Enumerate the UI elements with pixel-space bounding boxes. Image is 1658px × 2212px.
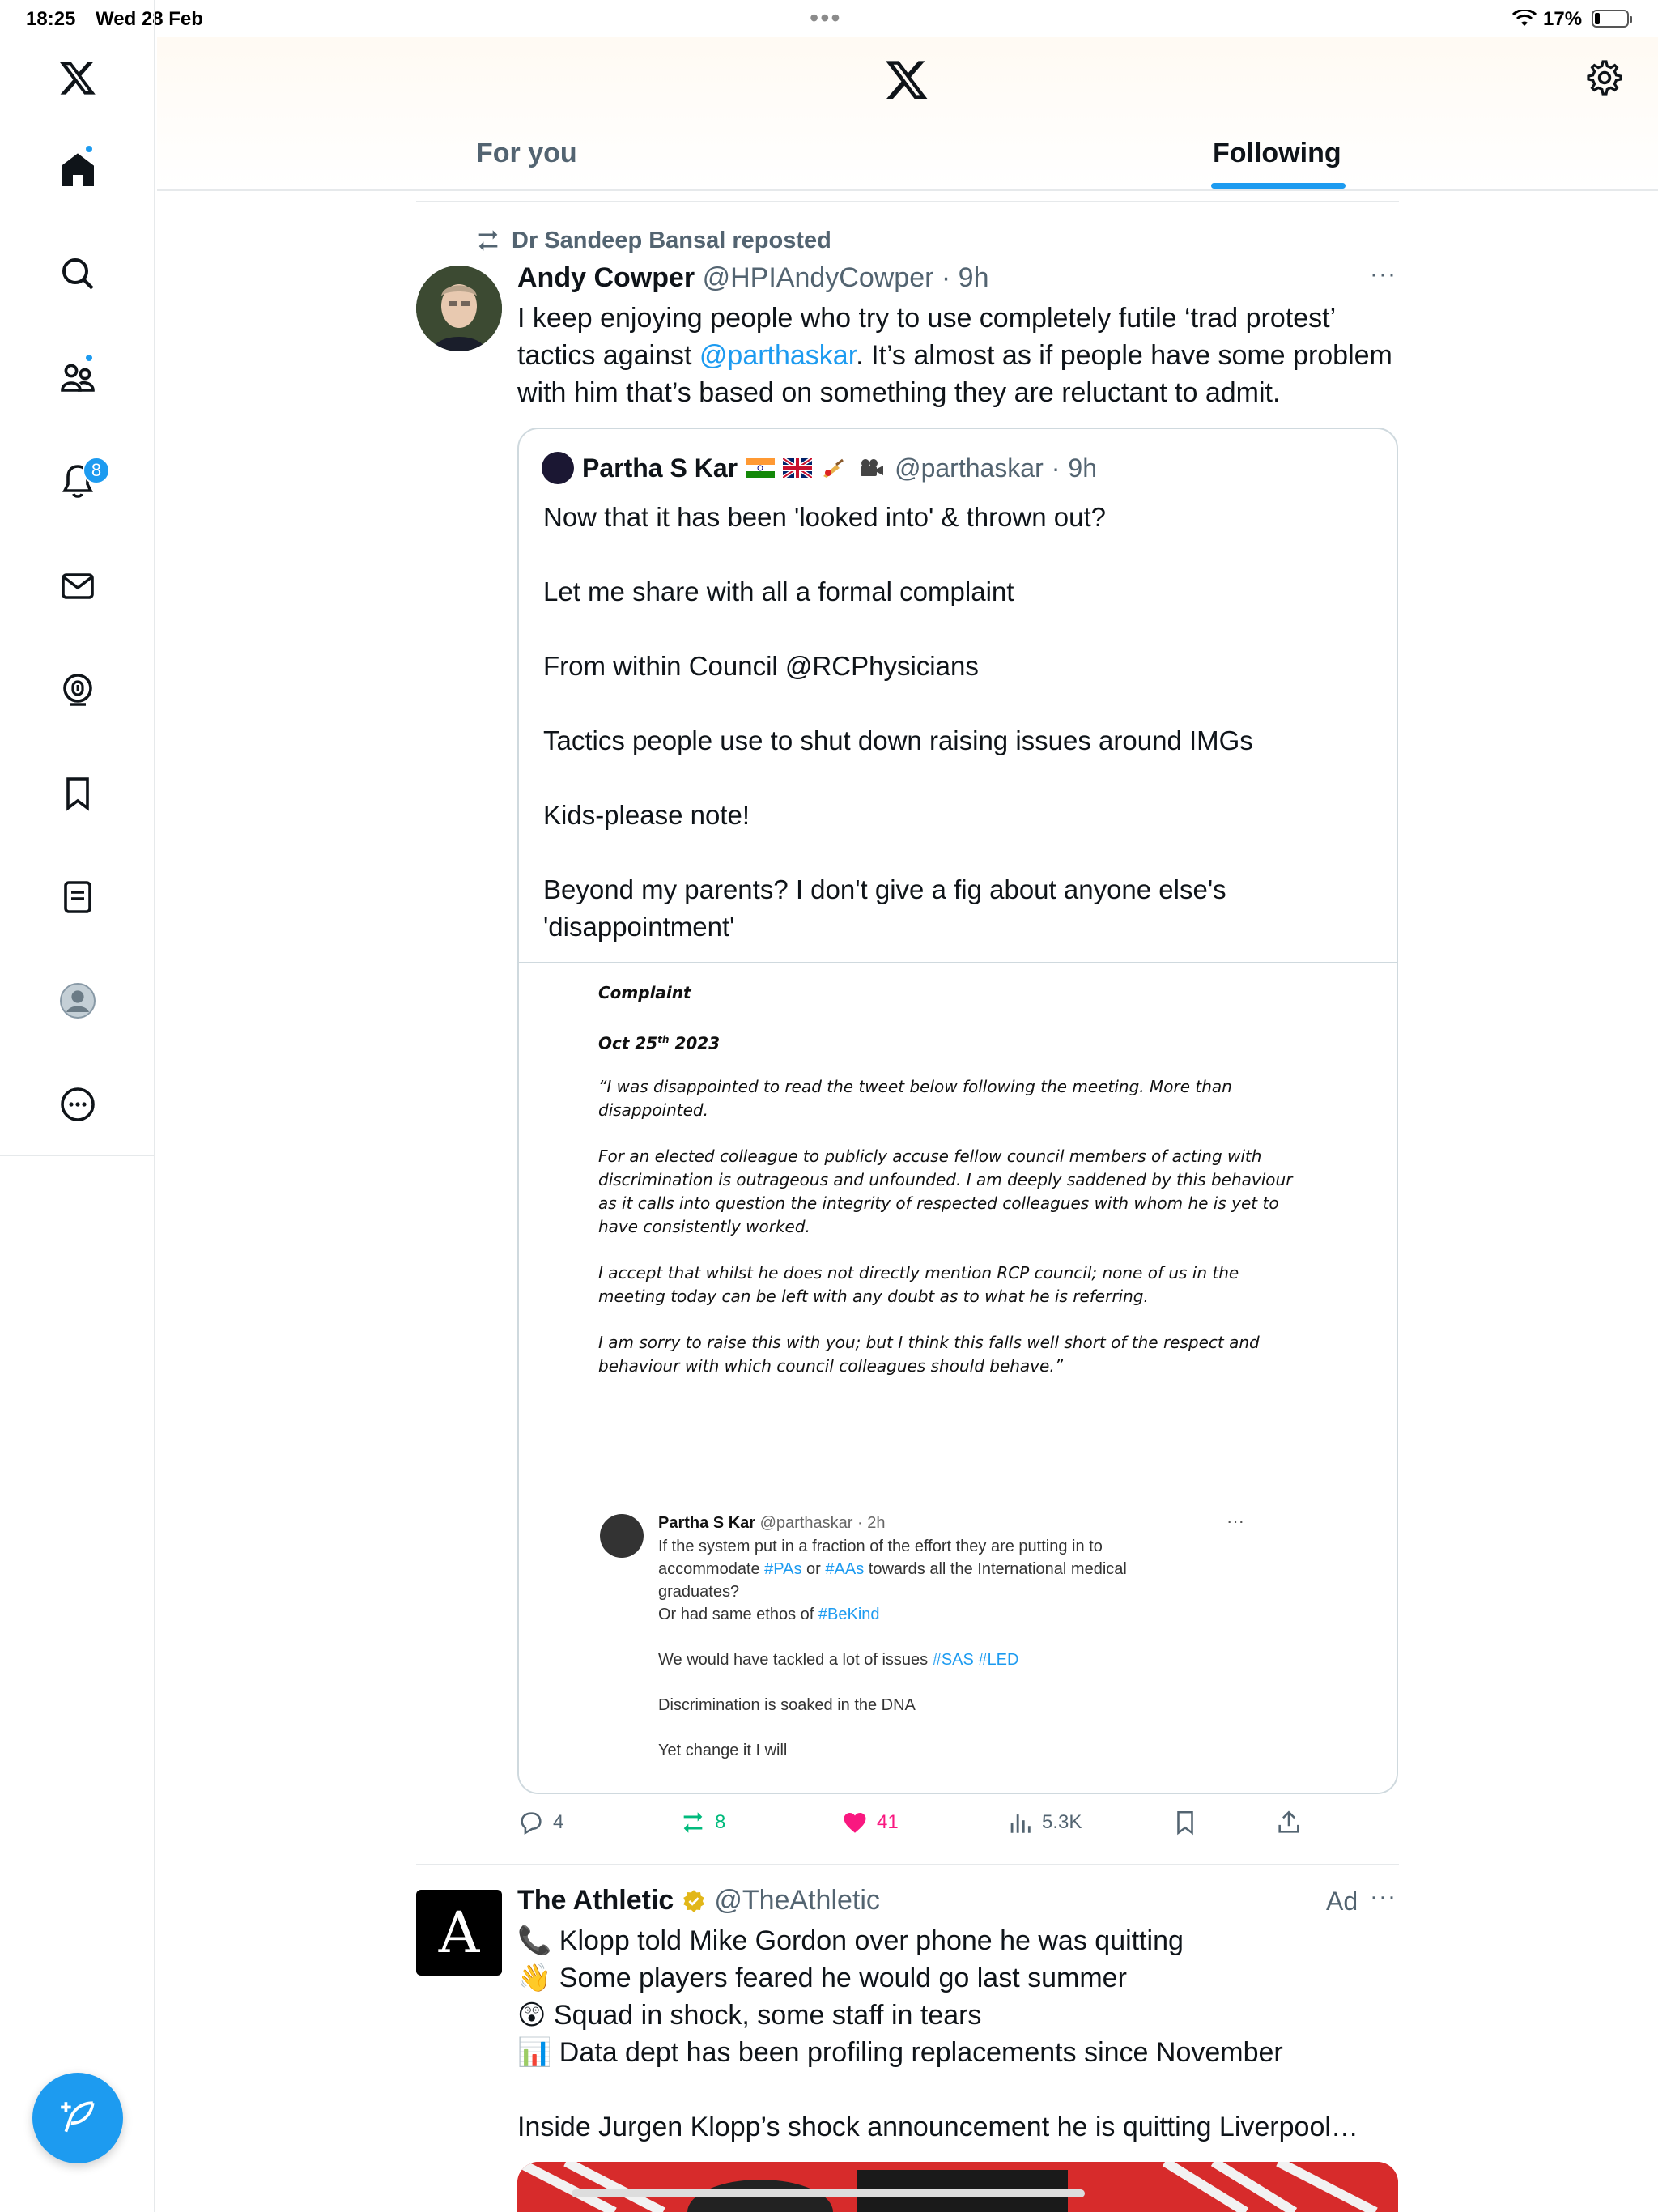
view-count: 5.3K	[1042, 1811, 1082, 1833]
embedded-hashtag: #BeKind	[818, 1606, 880, 1623]
embedded-line: If the system put in a fraction of the effort they are putting in to accommodate	[658, 1538, 1107, 1578]
share-button[interactable]	[1275, 1809, 1303, 1836]
ad-author-avatar[interactable]: A	[416, 1890, 502, 1976]
doc-date-day: Oct 25	[598, 1033, 658, 1053]
embedded-hashtag: #AAs	[825, 1560, 865, 1578]
movie-camera-icon	[857, 458, 886, 478]
spaces-mic-icon[interactable]	[53, 666, 102, 714]
ad-author-name[interactable]: The Athletic	[517, 1885, 674, 1916]
ad-media-image[interactable]	[517, 2162, 1398, 2212]
repost-count: 8	[715, 1811, 726, 1833]
tweet-text-part: . It’s almost as if people have some problem with him that’s based on something they are reluctant to admit.	[517, 340, 1392, 408]
quoted-tweet[interactable]	[517, 428, 1398, 1794]
home-icon[interactable]	[53, 146, 102, 194]
reply-count: 4	[553, 1811, 564, 1833]
embedded-text	[658, 1535, 1176, 1762]
bookmark-button[interactable]	[1171, 1809, 1199, 1836]
separator-dot: ·	[933, 262, 959, 293]
settings-gear-icon[interactable]	[1585, 58, 1624, 97]
embedded-time: 2h	[867, 1514, 886, 1532]
quote-text: Now that it has been 'looked into' & thrown out? Let me share with all a formal complaint From within Council @RCPhysicians Tactics people use to shut down raising issues around IMGs Kids-please note! Beyond my parents? I don't give a fig about anyone else's 'disappointment'	[543, 502, 1253, 942]
multitasking-dots-icon[interactable]: •••	[810, 3, 842, 32]
embedded-line: towards all the International medical graduates?	[658, 1560, 1132, 1601]
home-unread-dot	[84, 144, 94, 154]
sidebar-divider	[0, 1155, 155, 1156]
doc-date	[598, 1028, 720, 1056]
author-avatar[interactable]	[416, 266, 502, 351]
home-indicator[interactable]	[572, 2189, 1085, 2197]
embedded-header	[658, 1514, 885, 1533]
lists-icon[interactable]	[53, 873, 102, 921]
embedded-line: Yet change it I will	[658, 1742, 788, 1759]
embedded-more-icon: ···	[1226, 1511, 1244, 1531]
status-date: Wed 28 Feb	[96, 8, 203, 30]
embedded-line: or	[801, 1560, 826, 1578]
embedded-line: Discrimination is soaked in the DNA	[658, 1696, 916, 1714]
compose-feather-icon	[57, 2098, 98, 2138]
reply-icon	[517, 1809, 545, 1836]
quote-time[interactable]: 9h	[1068, 453, 1097, 483]
ad-author-handle[interactable]: @TheAthletic	[714, 1885, 880, 1916]
repost-icon	[474, 227, 502, 254]
battery-level	[1595, 13, 1600, 24]
feed-divider	[416, 201, 1399, 202]
heart-icon	[841, 1809, 869, 1836]
tweet-more-icon[interactable]: ···	[1370, 261, 1397, 287]
x-logo-icon[interactable]	[884, 57, 929, 102]
ad-tweet-text: 📞 Klopp told Mike Gordon over phone he was quitting 👋 Some players feared he would go last summer 😲 Squad in shock, some staff in tears 📊 Data dept has been profiling replacements since November Inside Jurgen Klopp’s shock announcement he is quitting Liverpool…	[517, 1925, 1358, 2142]
verified-badge-icon	[682, 1889, 706, 1913]
share-icon	[1275, 1809, 1303, 1836]
tweet-text	[517, 300, 1408, 411]
status-time: 18:25	[26, 8, 76, 30]
quote-header	[542, 452, 1097, 484]
uk-flag-icon	[783, 458, 812, 478]
ad-label: Ad	[1326, 1887, 1358, 1916]
views-chart-icon	[1006, 1809, 1034, 1836]
tweet-action-bar	[517, 1809, 1408, 1841]
embedded-name: Partha S Kar	[658, 1514, 756, 1532]
ad-tweet-header	[517, 1885, 880, 1916]
tweet-text-part: I keep enjoying people who try to use completely futile ‘trad protest’ tactics against	[517, 303, 1335, 371]
doc-date-sup: th	[657, 1034, 670, 1045]
embedded-line: We would have tackled a lot of issues	[658, 1651, 933, 1669]
repost-icon	[679, 1809, 707, 1836]
search-icon[interactable]	[53, 249, 102, 298]
communities-unread-dot	[84, 353, 94, 363]
status-bar	[0, 0, 1658, 37]
reply-button[interactable]	[517, 1809, 563, 1836]
embedded-avatar	[600, 1514, 644, 1558]
doc-paragraph: I am sorry to raise this with you; but I think this falls well short of the respect and behaviour with which council colleagues should behave.”	[598, 1333, 1260, 1376]
messages-envelope-icon[interactable]	[53, 562, 102, 610]
tab-following[interactable]: Following	[1213, 138, 1341, 168]
ad-more-icon[interactable]: ···	[1370, 1883, 1397, 1910]
india-flag-icon	[746, 458, 775, 478]
author-name[interactable]: Andy Cowper	[517, 262, 695, 293]
timeline-header	[157, 37, 1658, 191]
doc-title: Complaint	[598, 983, 691, 1002]
more-options-icon[interactable]	[53, 1080, 102, 1129]
profile-avatar-icon[interactable]	[53, 976, 102, 1025]
active-tab-indicator	[1211, 183, 1346, 189]
views-button[interactable]	[1006, 1809, 1082, 1836]
separator-dot: ·	[852, 1514, 868, 1532]
compose-post-button[interactable]	[32, 2073, 123, 2163]
embedded-hashtag: #PAs	[764, 1560, 802, 1578]
wifi-icon	[1512, 10, 1537, 28]
battery-percent: 17%	[1543, 8, 1583, 30]
doc-paragraph: I accept that whilst he does not directly mention RCP council; none of us in the meeting today can be left with any doubt as to what he is referring.	[598, 1263, 1239, 1306]
repost-indicator[interactable]	[474, 227, 831, 254]
doc-paragraph: For an elected colleague to publicly accuse fellow council members of acting with discrimination is outrageous and unfounded. I am deeply saddened by this behaviour as it calls into question the integrity of respected colleagues with whom he is yet to have consistently worked.	[598, 1146, 1293, 1236]
x-logo-icon[interactable]	[53, 53, 102, 102]
bookmark-icon	[1171, 1809, 1199, 1836]
tweet-header	[517, 262, 988, 294]
bookmarks-icon[interactable]	[53, 769, 102, 818]
embedded-hashtag: #SAS	[932, 1651, 974, 1669]
like-count: 41	[877, 1811, 899, 1833]
communities-icon[interactable]	[53, 353, 102, 402]
author-handle[interactable]: @HPIAndyCowper	[702, 262, 934, 293]
doc-paragraph: “I was disappointed to read the tweet below following the meeting. More than disappointed.	[598, 1077, 1232, 1120]
like-button[interactable]	[841, 1809, 899, 1836]
embedded-hashtag: #LED	[978, 1651, 1019, 1669]
quote-author-handle[interactable]: @parthaskar	[895, 453, 1044, 483]
repost-button[interactable]	[679, 1809, 725, 1836]
quote-attached-image[interactable]	[519, 962, 1398, 1794]
repost-text: Dr Sandeep Bansal reposted	[512, 227, 831, 253]
embedded-handle: @parthaskar	[759, 1514, 853, 1532]
doc-date-year: 2023	[669, 1033, 721, 1053]
quote-author-name[interactable]: Partha S Kar	[582, 453, 738, 483]
mention-link[interactable]: @parthaskar	[699, 340, 857, 371]
tab-for-you[interactable]: For you	[476, 138, 577, 168]
sidebar	[0, 0, 155, 2212]
separator-dot: ·	[1051, 453, 1061, 483]
feed-divider	[416, 1864, 1399, 1865]
embedded-line: Or had same ethos of	[658, 1606, 818, 1623]
cricket-bat-icon	[820, 458, 849, 478]
tweet-time[interactable]: 9h	[958, 262, 989, 293]
notifications-badge: 8	[83, 457, 110, 484]
battery-icon	[1592, 10, 1629, 28]
quote-author-avatar[interactable]	[542, 452, 574, 484]
